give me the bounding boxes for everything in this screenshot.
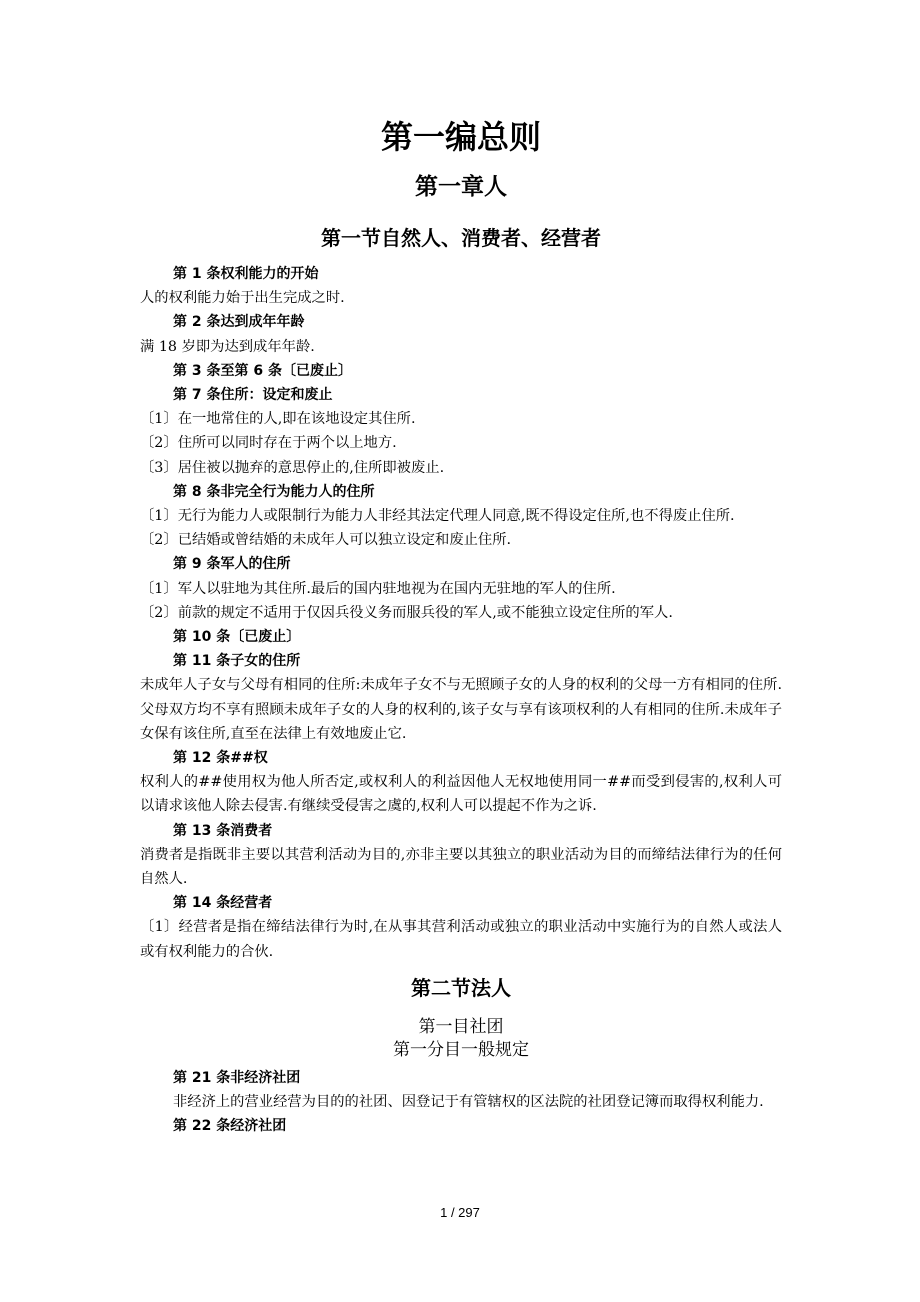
- article-paragraph: 非经济上的营业经营为目的的社团、因登记于有管辖权的区法院的社团登记簿而取得权利能力.: [173, 1094, 764, 1111]
- article-heading: 第 1 条权利能力的开始: [173, 266, 319, 282]
- document-body: [140, 108, 782, 1139]
- chapter-title: 第一章人: [415, 173, 507, 200]
- article-paragraph: 人的权利能力始于出生完成之时.: [140, 290, 345, 307]
- section-title: 第一节自然人、消费者、经营者: [321, 226, 601, 250]
- article-paragraph: 〔1〕无行为能力人或限制行为能力人非经其法定代理人同意,既不得设定住所,也不得废止住所.: [140, 508, 735, 525]
- section-title: 第二节法人: [411, 975, 511, 1000]
- article-paragraph: 〔2〕前款的规定不适用于仅因兵役义务而服兵役的军人,或不能独立设定住所的军人.: [140, 604, 673, 621]
- article-heading: 第 3 条至第 6 条〔已废止〕: [173, 362, 352, 379]
- article-paragraph: 满 18 岁即为达到成年年龄.: [140, 338, 315, 355]
- article-heading: 第 7 条住所：设定和废止: [173, 387, 333, 404]
- article-heading: 第 9 条军人的住所: [173, 556, 291, 573]
- article-paragraph: 〔2〕住所可以同时存在于两个以上地方.: [140, 435, 397, 452]
- book-title: 第一编总则: [380, 118, 541, 156]
- article-paragraph: 〔1〕军人以驻地为其住所.最后的国内驻地视为在国内无驻地的军人的住所.: [140, 580, 616, 597]
- article-heading: 第 11 条子女的住所: [173, 653, 301, 670]
- article-heading: 第 8 条非完全行为能力人的住所: [173, 483, 375, 500]
- page-number: 1 / 297: [440, 1205, 480, 1220]
- article-paragraph: 未成年人子女与父母有相同的住所:未成年子女不与无照顾子女的人身的权利的父母一方有相同的住所.父母双方均不享有照顾未成年子女的人身的权利的,该子女与享有该项权利的人有相同的住所.未成年子女保有该住所,直至在法律上有效地废止它.: [140, 677, 782, 742]
- article-heading: 第 12 条##权: [173, 750, 268, 767]
- article-paragraph: 〔1〕经营者是指在缔结法律行为时,在从事其营利活动或独立的职业活动中实施行为的自然人或法人或有权利能力的合伙.: [140, 919, 782, 960]
- article-heading: 第 13 条消费者: [173, 822, 273, 839]
- article-paragraph: 消费者是指既非主要以其营利活动为目的,亦非主要以其独立的职业活动为目的而缔结法律行为的任何自然人.: [140, 846, 782, 888]
- article-heading: 第 21 条非经济社团: [173, 1069, 301, 1086]
- article-heading: 第 22 条经济社团: [173, 1118, 287, 1135]
- article-paragraph: 〔1〕在一地常住的人,即在该地设定其住所.: [140, 411, 416, 428]
- subsubsection-title: 第一分目一般规定: [393, 1039, 529, 1060]
- article-paragraph: 〔3〕居住被以抛弃的意思停止的,住所即被废止.: [140, 459, 445, 476]
- article-heading: 第 10 条〔已废止〕: [173, 629, 301, 646]
- article-paragraph: 〔2〕已结婚或曾结婚的未成年人可以独立设定和废止住所.: [140, 532, 512, 549]
- article-paragraph: 权利人的##使用权为他人所否定,或权利人的利益因他人无权地使用同一##而受到侵害的,权利人可以请求该他人除去侵害.有继续受侵害之虞的,权利人可以提起不作为之诉.: [140, 774, 782, 815]
- article-heading: 第 14 条经营者: [173, 895, 273, 912]
- subsection-title: 第一目社团: [418, 1016, 504, 1037]
- article-heading: 第 2 条达到成年年龄: [173, 314, 305, 331]
